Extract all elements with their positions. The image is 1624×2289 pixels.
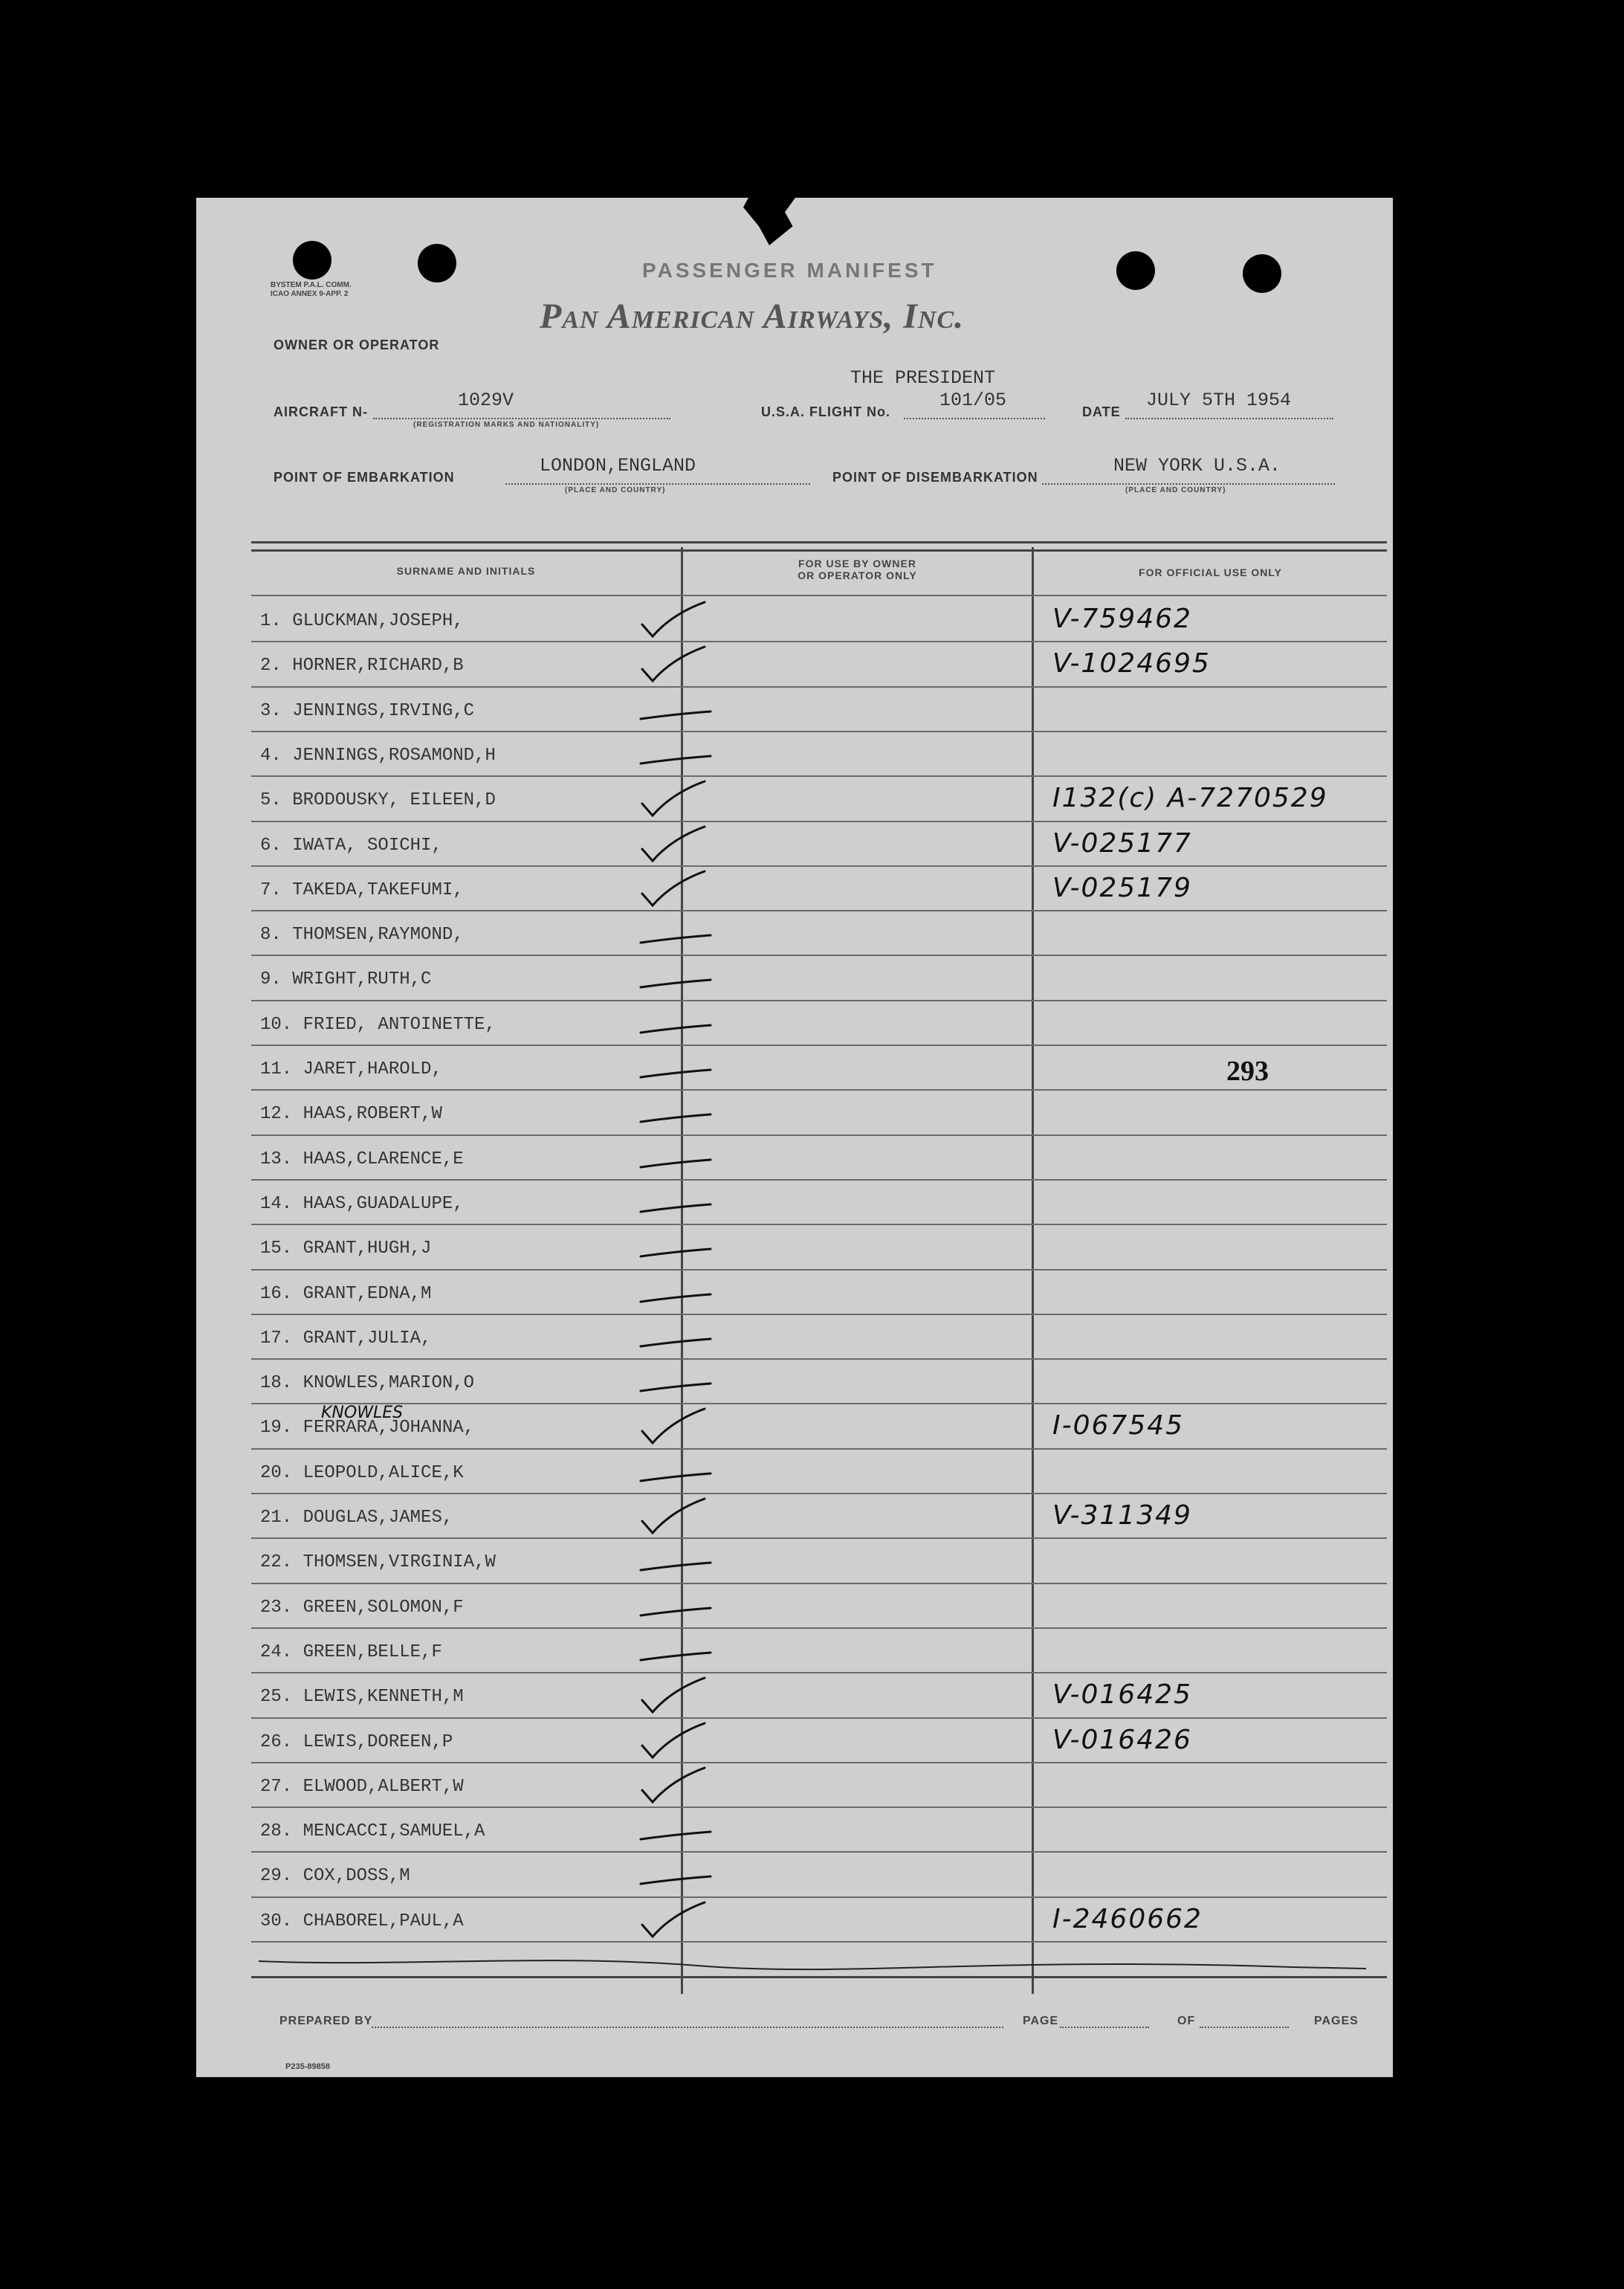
check-mark-icon — [627, 1720, 731, 1765]
punch-hole — [293, 241, 331, 280]
passenger-name: 5. BRODOUSKY, EILEEN,D — [260, 790, 496, 811]
row-rule — [251, 1089, 1387, 1091]
passenger-name: 25. LEWIS,KENNETH,M — [260, 1687, 464, 1708]
passenger-name: 10. FRIED, ANTOINETTE, — [260, 1014, 496, 1035]
passenger-name: 19. FERRARA,JOHANNA, — [260, 1418, 475, 1439]
row-rule — [251, 1224, 1387, 1225]
row-rule — [251, 1045, 1387, 1046]
row19-annotation: KNOWLES — [321, 1404, 404, 1422]
date-label: DATE — [1082, 404, 1121, 419]
embark-sublabel: (PLACE AND COUNTRY) — [565, 486, 666, 494]
official-entry: V-025179 — [1052, 872, 1192, 903]
check-mark-icon — [627, 1899, 731, 1944]
official-entry: V-016426 — [1052, 1724, 1192, 1755]
dash-mark-icon — [627, 1540, 731, 1585]
passenger-name: 1. GLUCKMAN,JOSEPH, — [260, 611, 464, 631]
passenger-name: 14. HAAS,GUADALUPE, — [260, 1193, 464, 1214]
row-rule — [251, 1134, 1387, 1136]
passenger-name: 27. ELWOOD,ALBERT,W — [260, 1776, 464, 1797]
passenger-name: 2. HORNER,RICHARD,B — [260, 656, 464, 677]
row-rule — [251, 1672, 1387, 1673]
passenger-name: 4. JENNINGS,ROSAMOND,H — [260, 745, 496, 766]
date-value: JULY 5TH 1954 — [1146, 390, 1292, 411]
dash-mark-icon — [627, 689, 731, 734]
row-rule — [251, 910, 1387, 911]
owner-label: OWNER OR OPERATOR — [274, 338, 440, 352]
official-entry: V-025177 — [1052, 827, 1192, 859]
passenger-name: 28. MENCACCI,SAMUEL,A — [260, 1821, 485, 1842]
row-rule — [251, 1851, 1387, 1853]
row-rule — [251, 821, 1387, 822]
prepared-by-label: PREPARED BY — [279, 2015, 373, 2027]
passenger-name: 3. JENNINGS,IRVING,C — [260, 700, 475, 721]
aircraft-label: AIRCRAFT N- — [274, 404, 368, 419]
col-header-surname: SURNAME AND INITIALS — [396, 565, 536, 577]
dash-mark-icon — [627, 1227, 731, 1271]
official-entry: I-067545 — [1052, 1410, 1185, 1441]
passenger-name: 29. COX,DOSS,M — [260, 1866, 410, 1887]
dash-mark-icon — [627, 1630, 731, 1675]
dash-mark-icon — [627, 1809, 731, 1854]
row-rule — [251, 1627, 1387, 1629]
col-header-official: FOR OFFICIAL USE ONLY — [1139, 566, 1282, 578]
row-rule — [251, 1896, 1387, 1898]
check-mark-icon — [627, 1675, 731, 1720]
flight-value: 101/05 — [939, 390, 1007, 411]
dash-mark-icon — [627, 1586, 731, 1630]
dash-mark-icon — [627, 1451, 731, 1496]
punch-hole — [1116, 251, 1155, 290]
punch-hole — [418, 244, 456, 283]
regulation-note: ICAO ANNEX 9-APP. 2 — [271, 290, 349, 298]
column-divider — [1032, 547, 1034, 1994]
passenger-name: 22. THOMSEN,VIRGINIA,W — [260, 1552, 496, 1573]
row-rule — [251, 1807, 1387, 1808]
dash-mark-icon — [627, 734, 731, 778]
official-entry: V-1024695 — [1052, 648, 1211, 679]
table-bottom-rule — [251, 1976, 1387, 1981]
check-mark-icon — [627, 1765, 731, 1809]
flight-name: THE PRESIDENT — [850, 367, 996, 389]
regulation-note: BYSTEM P.A.L. COMM. — [271, 281, 352, 289]
check-mark-icon — [627, 824, 731, 868]
passenger-name: 13. HAAS,CLARENCE,E — [260, 1149, 464, 1169]
row-rule — [251, 731, 1387, 732]
pen-scribble — [251, 1946, 1387, 1976]
check-mark-icon — [627, 1406, 731, 1450]
row-rule — [251, 775, 1387, 777]
passenger-name: 21. DOUGLAS,JAMES, — [260, 1508, 453, 1528]
airline-name: Pan American Airways, Inc. — [540, 297, 965, 336]
form-number: P235-89858 — [285, 2062, 330, 2071]
dash-mark-icon — [627, 958, 731, 1002]
official-entry: I132(c) A-7270529 — [1052, 783, 1328, 814]
passenger-name: 30. CHABOREL,PAUL,A — [260, 1911, 464, 1931]
dash-mark-icon — [627, 1317, 731, 1361]
aircraft-value: 1029V — [458, 390, 514, 411]
check-mark-icon — [627, 644, 731, 688]
header-rule — [251, 595, 1387, 596]
embark-value: LONDON,ENGLAND — [540, 455, 696, 477]
row-rule — [251, 1448, 1387, 1450]
page-label: PAGE — [1023, 2015, 1059, 2027]
row-rule — [251, 641, 1387, 642]
row-rule — [251, 1000, 1387, 1001]
passenger-name: 16. GRANT,EDNA,M — [260, 1283, 432, 1304]
passenger-name: 18. KNOWLES,MARION,O — [260, 1373, 475, 1394]
passenger-name: 12. HAAS,ROBERT,W — [260, 1104, 442, 1125]
of-label: OF — [1177, 2015, 1196, 2027]
row-rule — [251, 1358, 1387, 1360]
disembark-sublabel: (PLACE AND COUNTRY) — [1125, 486, 1226, 494]
passenger-name: 23. GREEN,SOLOMON,F — [260, 1597, 464, 1618]
passenger-name: 6. IWATA, SOICHI, — [260, 835, 442, 856]
passenger-name: 24. GREEN,BELLE,F — [260, 1641, 442, 1662]
manifest-sheet — [196, 198, 1393, 2077]
dash-mark-icon — [627, 1272, 731, 1317]
dash-mark-icon — [627, 1854, 731, 1899]
passenger-name: 11. JARET,HAROLD, — [260, 1059, 442, 1079]
passenger-name: 8. THOMSEN,RAYMOND, — [260, 925, 464, 946]
official-entry: V-759462 — [1052, 604, 1192, 634]
check-mark-icon — [627, 1496, 731, 1540]
official-entry: V-311349 — [1052, 1500, 1192, 1531]
embark-label: POINT OF EMBARKATION — [274, 470, 455, 485]
row-rule — [251, 1537, 1387, 1539]
page-stamp-number: 293 — [1226, 1056, 1269, 1087]
dash-mark-icon — [627, 913, 731, 958]
dash-mark-icon — [627, 1047, 731, 1092]
flight-label: U.S.A. FLIGHT No. — [761, 404, 890, 419]
check-mark-icon — [627, 778, 731, 823]
row-rule — [251, 1762, 1387, 1763]
passenger-name: 7. TAKEDA,TAKEFUMI, — [260, 879, 464, 900]
dash-mark-icon — [627, 1092, 731, 1137]
aircraft-sublabel: (REGISTRATION MARKS AND NATIONALITY) — [413, 421, 600, 429]
row-rule — [251, 1403, 1387, 1404]
row-rule — [251, 1314, 1387, 1315]
disembark-label: POINT OF DISEMBARKATION — [832, 470, 1038, 485]
row-rule — [251, 1179, 1387, 1181]
passenger-name: 20. LEOPOLD,ALICE,K — [260, 1462, 464, 1483]
row-rule — [251, 1493, 1387, 1494]
dash-mark-icon — [627, 1182, 731, 1227]
row-rule — [251, 1941, 1387, 1943]
check-mark-icon — [627, 868, 731, 913]
dash-mark-icon — [627, 1137, 731, 1182]
passenger-name: 15. GRANT,HUGH,J — [260, 1239, 432, 1259]
punch-hole — [1243, 254, 1281, 293]
row-rule — [251, 686, 1387, 688]
row-rule — [251, 865, 1387, 867]
document-title: PASSENGER MANIFEST — [642, 259, 937, 282]
disembark-value: NEW YORK U.S.A. — [1113, 455, 1281, 477]
table-top-rule — [251, 541, 1387, 552]
row-rule — [251, 1269, 1387, 1271]
passenger-name: 17. GRANT,JULIA, — [260, 1328, 432, 1349]
dash-mark-icon — [627, 1361, 731, 1406]
col-header-owner: FOR USE BY OWNER OR OPERATOR ONLY — [798, 558, 917, 581]
pages-label: PAGES — [1314, 2015, 1359, 2027]
check-mark-icon — [627, 599, 731, 644]
row-rule — [251, 1583, 1387, 1584]
row-rule — [251, 955, 1387, 956]
official-entry: V-016425 — [1052, 1679, 1192, 1711]
passenger-name: 9. WRIGHT,RUTH,C — [260, 969, 432, 990]
row-rule — [251, 1717, 1387, 1719]
torn-corner — [743, 198, 795, 245]
dash-mark-icon — [627, 1003, 731, 1047]
passenger-name: 26. LEWIS,DOREEN,P — [260, 1731, 453, 1752]
official-entry: I-2460662 — [1052, 1903, 1203, 1934]
